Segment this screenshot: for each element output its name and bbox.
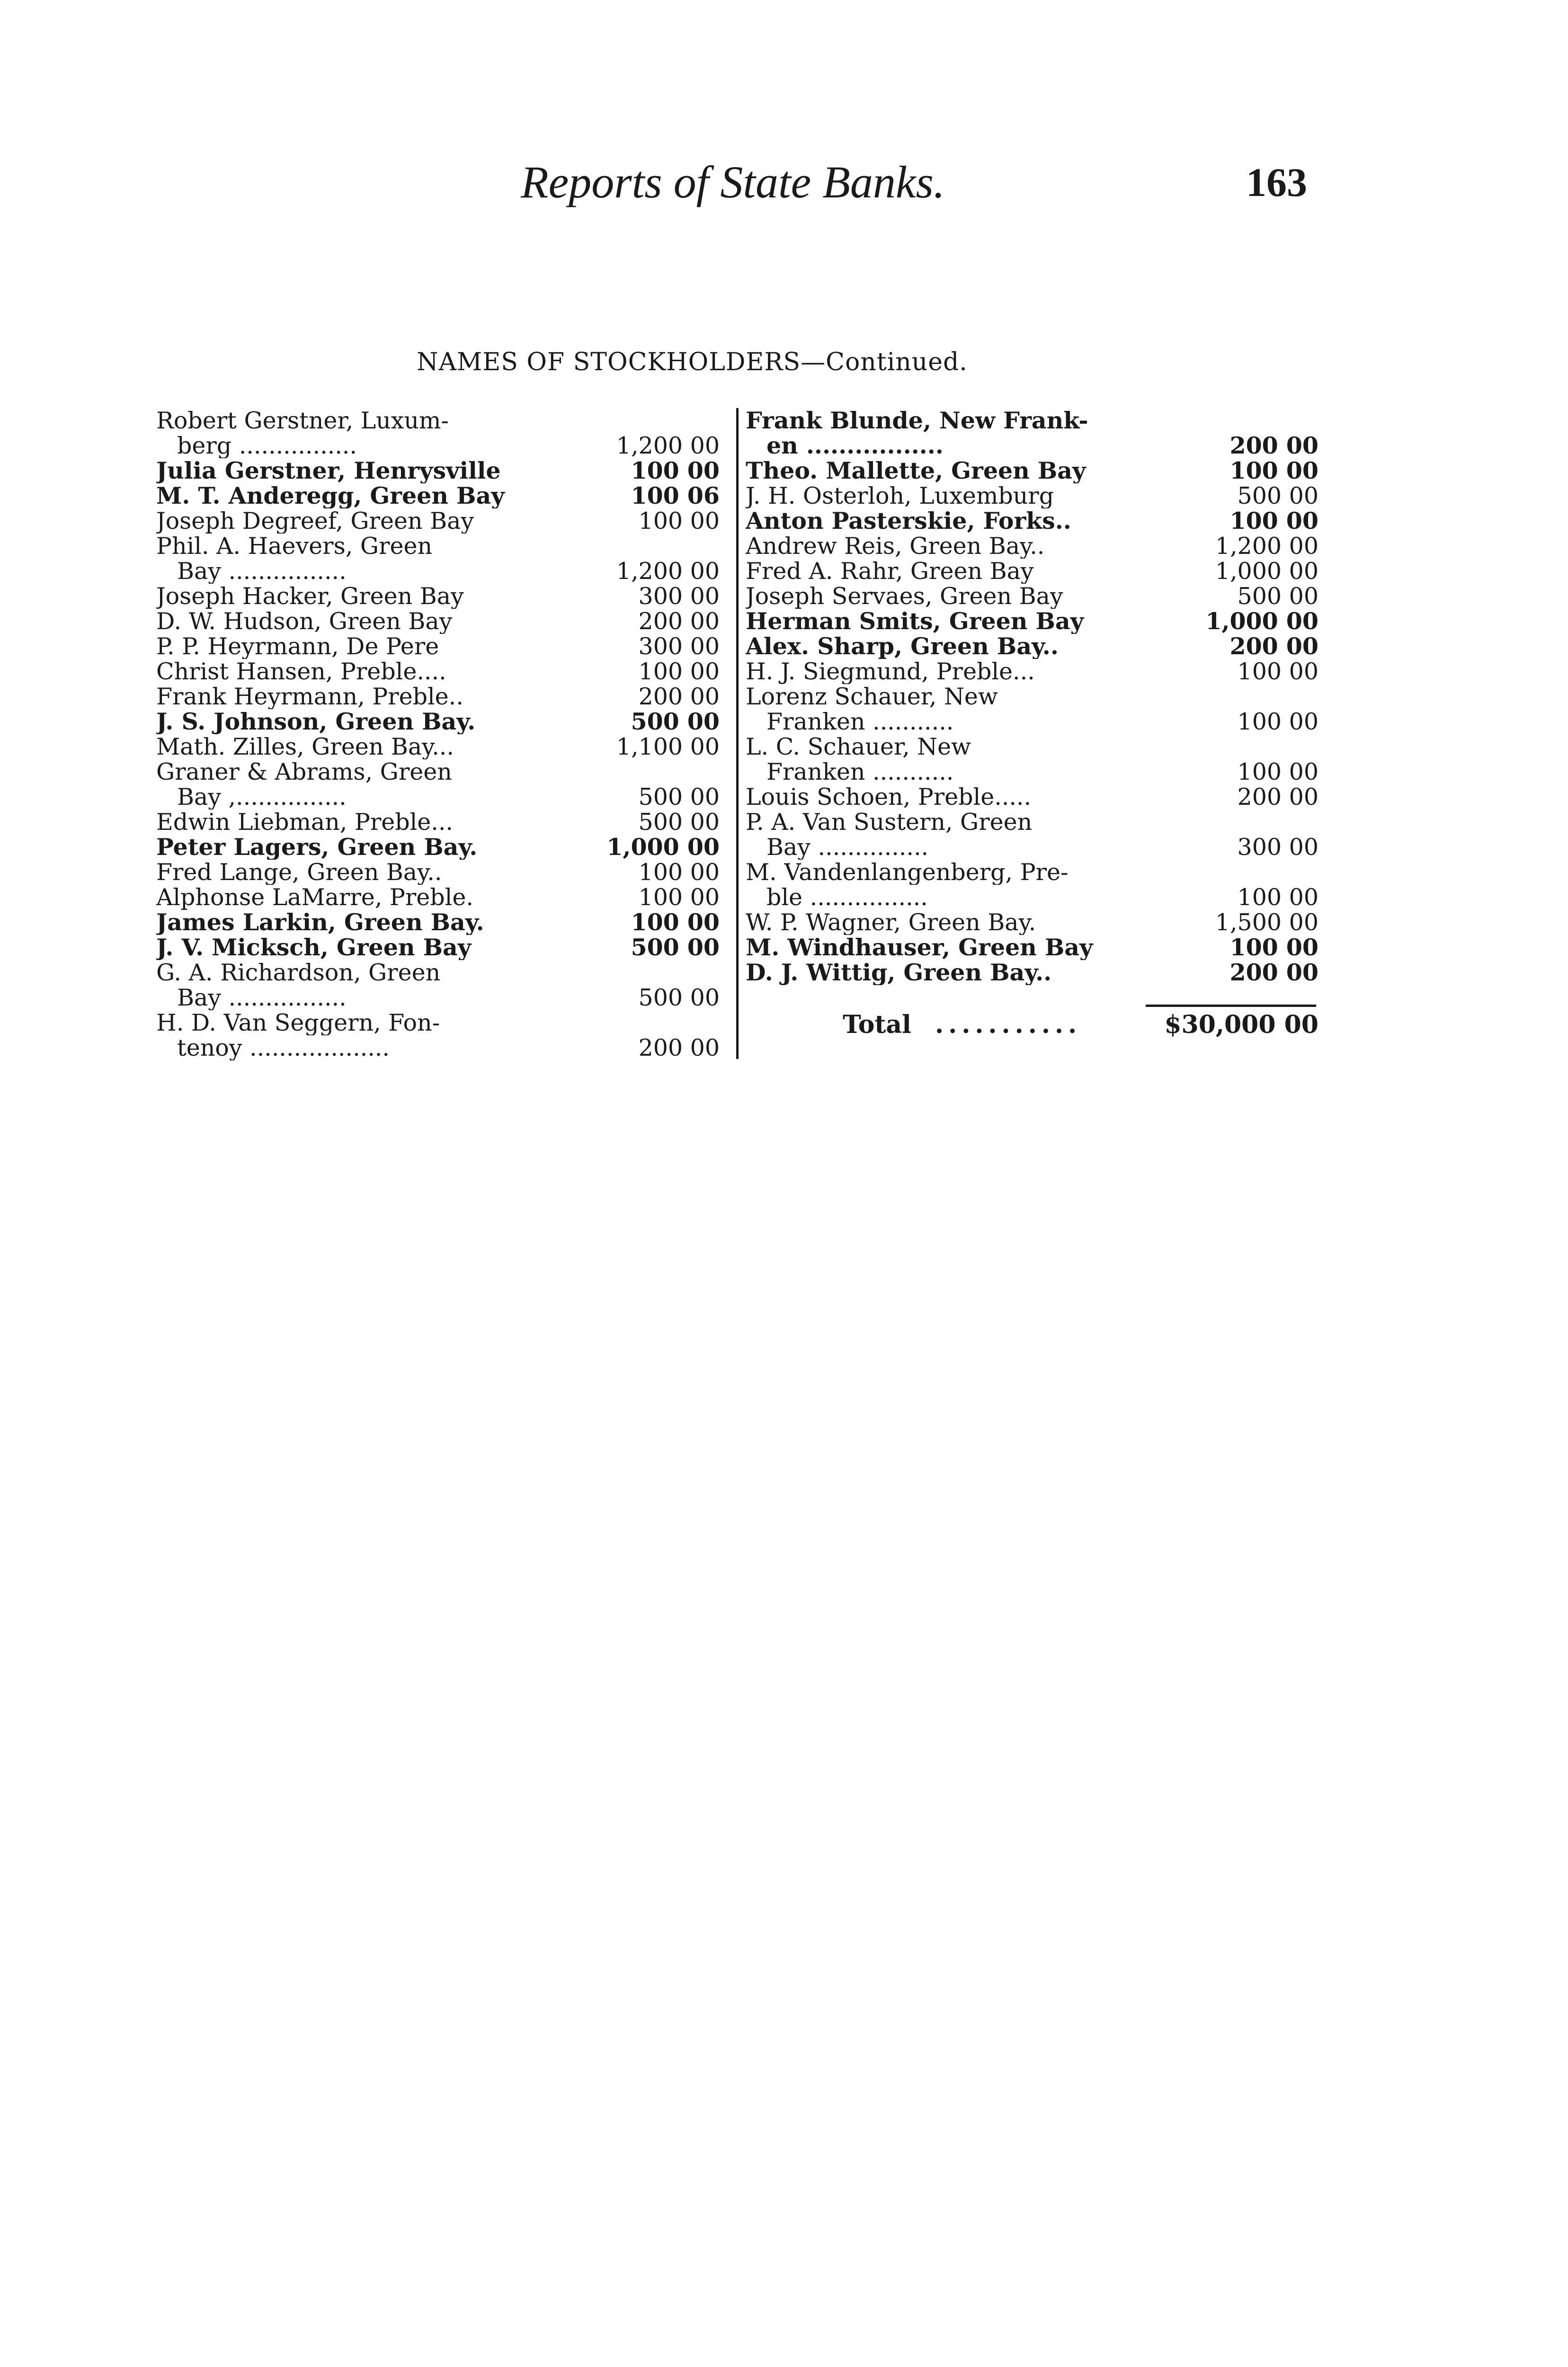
stockholder-entry bbox=[746, 584, 1319, 609]
stockholder-name: W. P. Wagner, Green Bay. bbox=[746, 910, 1036, 935]
stockholder-entry bbox=[156, 609, 720, 634]
stockholder-entry bbox=[156, 759, 720, 810]
stockholder-amount: 1,200 00 bbox=[616, 432, 720, 459]
stockholder-name: Theo. Mallette, Green Bay bbox=[746, 458, 1086, 483]
stockholder-name-continued: Bay ............... bbox=[766, 835, 929, 860]
page-number: 163 bbox=[1246, 160, 1307, 205]
stockholder-entry bbox=[746, 684, 1319, 734]
stockholder-entry bbox=[156, 1010, 720, 1060]
stockholder-entry bbox=[746, 534, 1319, 559]
stockholder-name: J. V. Micksch, Green Bay bbox=[156, 935, 472, 960]
stockholder-amount: 100 00 bbox=[1237, 758, 1319, 785]
stockholder-entry bbox=[156, 709, 720, 734]
stockholder-amount: 200 00 bbox=[638, 683, 720, 710]
stockholder-entry bbox=[156, 860, 720, 885]
stockholder-amount: 100 00 bbox=[1237, 884, 1319, 911]
stockholder-amount: 100 00 bbox=[638, 658, 720, 685]
stockholder-entry bbox=[156, 508, 720, 534]
stockholder-entry bbox=[746, 810, 1319, 860]
stockholder-amount: 100 00 bbox=[1237, 658, 1319, 685]
stockholder-name-continued: Franken ........... bbox=[766, 709, 954, 734]
stockholder-amount: 500 00 bbox=[631, 934, 720, 961]
stockholder-name: Frank Blunde, New Frank- bbox=[746, 408, 1088, 433]
total-label: Total bbox=[843, 1010, 911, 1039]
stockholder-name: Peter Lagers, Green Bay. bbox=[156, 835, 478, 860]
stockholder-amount: 100 00 bbox=[631, 457, 720, 484]
stockholder-name-continued: tenoy ................... bbox=[177, 1035, 390, 1060]
stockholder-entry bbox=[746, 634, 1319, 659]
stockholder-amount: 1,500 00 bbox=[1215, 909, 1319, 936]
stockholder-entry bbox=[156, 534, 720, 584]
stockholder-name: M. T. Anderegg, Green Bay bbox=[156, 483, 505, 508]
stockholder-entry bbox=[746, 960, 1319, 985]
stockholder-amount: 300 00 bbox=[638, 633, 720, 660]
stockholder-name: James Larkin, Green Bay. bbox=[156, 910, 484, 935]
stockholder-name: Alex. Sharp, Green Bay.. bbox=[746, 634, 1059, 659]
stockholders-right-column bbox=[746, 408, 1319, 985]
stockholder-amount: 100 00 bbox=[1229, 934, 1319, 961]
stockholder-entry bbox=[746, 508, 1319, 534]
total-rule bbox=[1146, 1005, 1316, 1007]
stockholder-entry bbox=[156, 408, 720, 458]
stockholder-entry bbox=[746, 458, 1319, 483]
stockholder-entry bbox=[746, 659, 1319, 684]
total-value: $30,000 00 bbox=[1164, 1010, 1319, 1039]
stockholder-entry bbox=[746, 935, 1319, 960]
stockholder-amount: 100 00 bbox=[638, 859, 720, 886]
stockholder-name: Fred A. Rahr, Green Bay bbox=[746, 559, 1034, 584]
stockholder-name: Julia Gerstner, Henrysville bbox=[156, 458, 501, 483]
stockholder-entry bbox=[156, 935, 720, 960]
stockholder-amount: 500 00 bbox=[638, 984, 720, 1011]
stockholder-name: Edwin Liebman, Preble... bbox=[156, 810, 453, 835]
stockholder-name: Phil. A. Haevers, Green bbox=[156, 534, 433, 559]
stockholder-amount: 100 06 bbox=[631, 482, 720, 509]
stockholder-amount: 200 00 bbox=[638, 608, 720, 635]
stockholder-name: Anton Pasterskie, Forks.. bbox=[746, 508, 1071, 534]
stockholder-name: L. C. Schauer, New bbox=[746, 734, 971, 759]
stockholder-name: Joseph Hacker, Green Bay bbox=[156, 584, 464, 609]
stockholder-amount: 200 00 bbox=[1229, 632, 1319, 660]
stockholder-name: G. A. Richardson, Green bbox=[156, 960, 441, 985]
stockholder-entry bbox=[156, 734, 720, 759]
stockholder-entry bbox=[746, 734, 1319, 784]
stockholder-amount: 500 00 bbox=[1237, 583, 1319, 610]
stockholder-entry bbox=[156, 634, 720, 659]
stockholder-name-continued: Bay ................ bbox=[177, 985, 347, 1010]
stockholder-amount: 1,000 00 bbox=[1215, 558, 1319, 585]
stockholder-entry bbox=[746, 408, 1319, 458]
stockholder-name: P. A. Van Sustern, Green bbox=[746, 810, 1033, 835]
stockholder-amount: 100 00 bbox=[638, 507, 720, 534]
stockholders-left-column bbox=[156, 408, 720, 1060]
stockholder-amount: 500 00 bbox=[1237, 482, 1319, 509]
stockholder-amount: 100 00 bbox=[1237, 708, 1319, 735]
stockholder-entry bbox=[746, 559, 1319, 584]
stockholder-entry bbox=[156, 910, 720, 935]
total-row bbox=[746, 1008, 1319, 1041]
stockholder-name: Robert Gerstner, Luxum- bbox=[156, 408, 449, 433]
stockholder-entry bbox=[156, 960, 720, 1010]
stockholder-amount: 200 00 bbox=[1229, 432, 1319, 459]
total-leader-dots: ........... bbox=[935, 1010, 1082, 1039]
stockholder-name-continued: en ................. bbox=[766, 433, 944, 458]
section-title: NAMES OF STOCKHOLDERS—Continued. bbox=[417, 348, 968, 376]
stockholder-amount: 1,200 00 bbox=[1215, 533, 1319, 560]
stockholder-amount: 500 00 bbox=[631, 708, 720, 735]
stockholder-entry bbox=[746, 609, 1319, 634]
stockholder-entry bbox=[746, 483, 1319, 508]
stockholder-entry bbox=[156, 659, 720, 684]
stockholder-name: Math. Zilles, Green Bay... bbox=[156, 734, 454, 759]
stockholder-entry bbox=[156, 835, 720, 860]
stockholder-amount: 200 00 bbox=[638, 1034, 720, 1061]
stockholder-name: D. J. Wittig, Green Bay.. bbox=[746, 960, 1052, 985]
stockholder-entry bbox=[156, 885, 720, 910]
stockholder-name: J. S. Johnson, Green Bay. bbox=[156, 709, 476, 734]
stockholder-amount: 200 00 bbox=[1229, 959, 1319, 986]
stockholder-name-continued: ble ................ bbox=[766, 885, 928, 910]
column-divider bbox=[736, 408, 739, 1059]
stockholder-name: D. W. Hudson, Green Bay bbox=[156, 609, 453, 634]
stockholder-name: J. H. Osterloh, Luxemburg bbox=[746, 483, 1054, 508]
stockholder-entry bbox=[156, 810, 720, 835]
stockholder-amount: 300 00 bbox=[638, 583, 720, 610]
stockholder-entry bbox=[746, 860, 1319, 910]
stockholder-entry bbox=[156, 584, 720, 609]
stockholder-entry bbox=[156, 684, 720, 709]
stockholder-entry bbox=[156, 458, 720, 483]
stockholder-entry bbox=[746, 784, 1319, 810]
stockholder-amount: 300 00 bbox=[1237, 834, 1319, 861]
stockholder-name-continued: Franken ........... bbox=[766, 759, 954, 784]
stockholder-name-continued: berg ................ bbox=[177, 433, 357, 458]
stockholder-name: Joseph Servaes, Green Bay bbox=[746, 584, 1063, 609]
stockholder-amount: 1,000 00 bbox=[1205, 607, 1319, 635]
stockholder-amount: 100 00 bbox=[631, 908, 720, 936]
stockholder-name: Joseph Degreef, Green Bay bbox=[156, 508, 474, 534]
stockholder-name: M. Vandenlangenberg, Pre- bbox=[746, 860, 1069, 885]
stockholder-name: M. Windhauser, Green Bay bbox=[746, 935, 1093, 960]
stockholder-entry bbox=[156, 483, 720, 508]
stockholder-name-continued: Bay ,............... bbox=[177, 784, 347, 810]
stockholder-amount: 500 00 bbox=[638, 809, 720, 836]
stockholder-amount: 100 00 bbox=[638, 884, 720, 911]
stockholder-entry bbox=[746, 910, 1319, 935]
stockholder-name: Louis Schoen, Preble..... bbox=[746, 784, 1032, 810]
stockholder-name: Herman Smits, Green Bay bbox=[746, 609, 1084, 634]
stockholder-amount: 1,100 00 bbox=[616, 733, 720, 760]
stockholder-name: Frank Heyrmann, Preble.. bbox=[156, 684, 463, 709]
running-title: Reports of State Banks. bbox=[521, 157, 945, 207]
stockholder-name: Graner & Abrams, Green bbox=[156, 759, 452, 784]
stockholder-name: Alphonse LaMarre, Preble. bbox=[156, 885, 473, 910]
stockholder-name: H. J. Siegmund, Preble... bbox=[746, 659, 1035, 684]
stockholder-amount: 100 00 bbox=[1229, 507, 1319, 534]
stockholder-name: H. D. Van Seggern, Fon- bbox=[156, 1010, 440, 1035]
stockholder-amount: 500 00 bbox=[638, 783, 720, 810]
stockholder-amount: 100 00 bbox=[1229, 457, 1319, 484]
stockholder-name: Fred Lange, Green Bay.. bbox=[156, 860, 442, 885]
stockholder-amount: 200 00 bbox=[1237, 783, 1319, 810]
stockholder-name: P. P. Heyrmann, De Pere bbox=[156, 634, 439, 659]
stockholder-name: Andrew Reis, Green Bay.. bbox=[746, 534, 1045, 559]
stockholder-name-continued: Bay ................ bbox=[177, 559, 347, 584]
stockholder-amount: 1,200 00 bbox=[616, 558, 720, 585]
stockholder-amount: 1,000 00 bbox=[606, 833, 720, 861]
stockholder-name: Christ Hansen, Preble.... bbox=[156, 659, 446, 684]
stockholder-name: Lorenz Schauer, New bbox=[746, 684, 998, 709]
